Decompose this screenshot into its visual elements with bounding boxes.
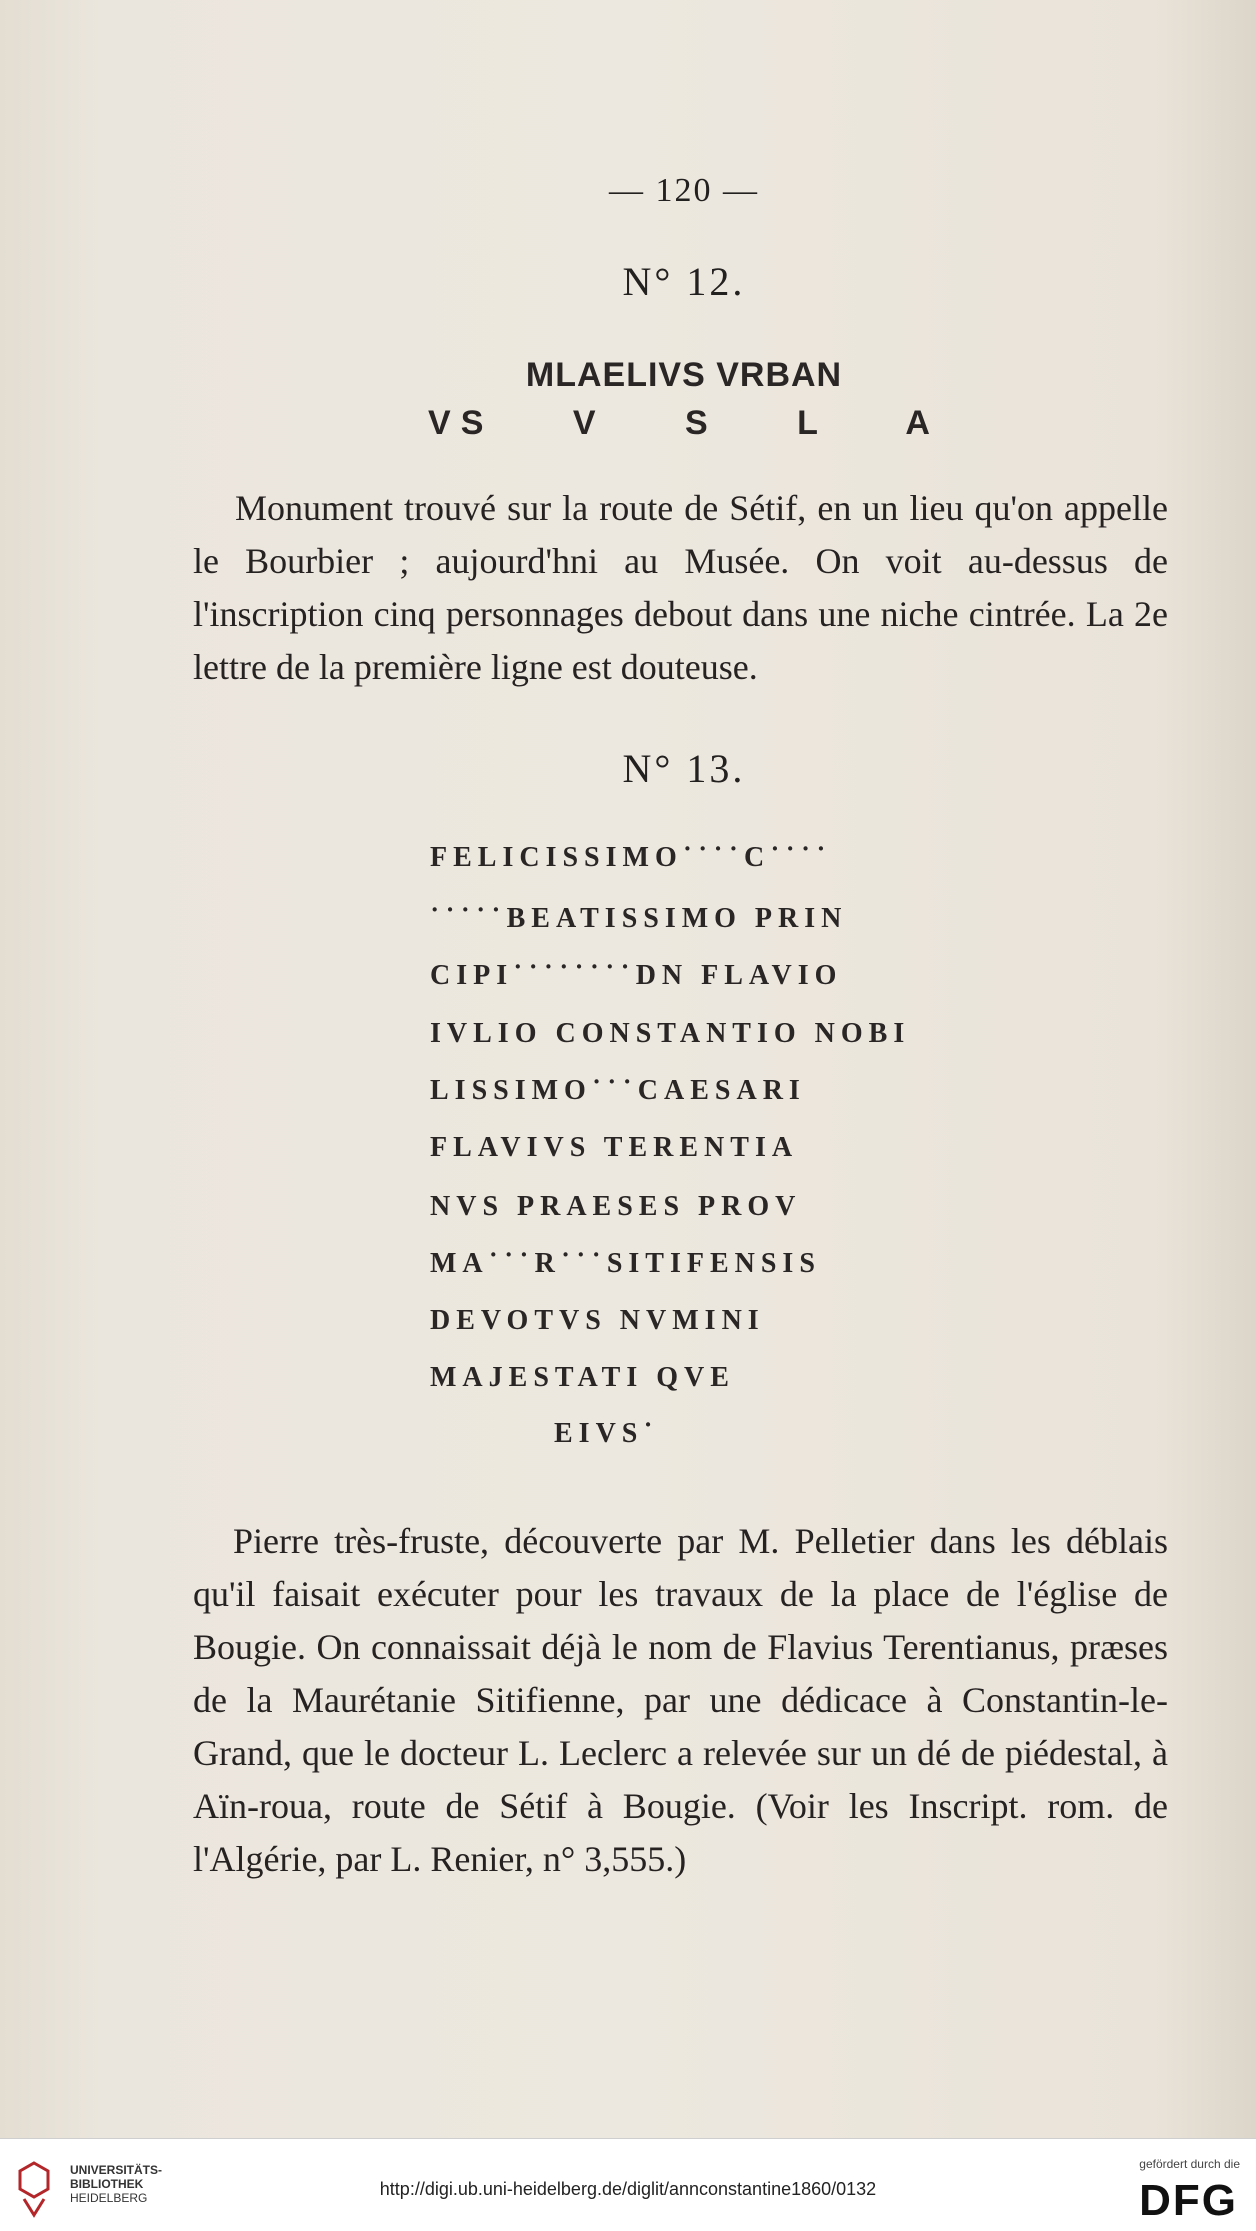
inscription-13-line: EIVS˙ <box>554 1418 659 1449</box>
library-name-line: HEIDELBERG <box>70 2191 148 2205</box>
commentary-paragraph-12: Monument trouvé sur la route de Sétif, en un lieu qu'on appelle le Bourbier ; aujourd'hni au Musée. On voit au-dessus de l'inscription cinq personnages debout dans une niche cintrée. La 2e lettre de la première ligne est douteuse. <box>193 488 1168 687</box>
inscription-13-line: NVS PRAESES PROV <box>430 1191 802 1222</box>
inscription-13-line: ˙˙˙˙˙BEATISSIMO PRIN <box>430 903 848 934</box>
inscription-13-line: CIPI˙˙˙˙˙˙˙˙DN FLAVIO <box>430 960 843 991</box>
inscription-13-line: FLAVIVS TERENTIA <box>430 1132 799 1163</box>
section-heading-13: N° 13. <box>622 746 746 791</box>
inscription-13-line: FELICISSIMO˙˙˙˙C˙˙˙˙ <box>430 842 832 873</box>
inscription-12-line-2: VS V S L A <box>428 404 940 442</box>
inscription-13-line: IVLIO CONSTANTIO NOBI <box>430 1018 911 1049</box>
dfg-logo: DFG <box>1139 2176 1238 2225</box>
funding-caption: gefördert durch die <box>1139 2157 1240 2171</box>
commentary-paragraph-13: Pierre très-fruste, découverte par M. Pelletier dans les déblais qu'il faisait exécuter pour les travaux de la place de l'église de Bougie. On connaissait déjà le nom de Flavius Terentianus, præses de la Maurétanie Sitifienne, par une dédicace à Constantin-le-Grand, que le docteur L. Leclerc a relevée sur un dé de piédestal, à Aïn-roua, route de Sétif à Bougie. (Voir les Inscript. rom. de l'Algérie, par L. Renier, n° 3,555.) <box>193 1521 1168 1879</box>
library-name-line: BIBLIOTHEK <box>70 2177 144 2191</box>
inscription-12-line-1: MLAELIVS VRBAN <box>525 356 843 394</box>
viewer-footer <box>0 2138 1256 2231</box>
permalink-url[interactable]: http://digi.ub.uni-heidelberg.de/diglit/annconstantine1860/0132 <box>379 2179 877 2199</box>
inscription-13-line: MAJESTATI QVE <box>430 1362 735 1393</box>
inscription-13-line: LISSIMO˙˙˙CAESARI <box>430 1075 806 1106</box>
section-heading-12: N° 12. <box>622 259 746 304</box>
inscription-13-line: MA˙˙˙R˙˙˙SITIFENSIS <box>430 1248 821 1279</box>
inscription-13-line: DEVOTVS NVMINI <box>430 1305 765 1336</box>
library-name-line: UNIVERSITÄTS- <box>70 2163 163 2177</box>
page-number: — 120 — <box>609 172 759 209</box>
